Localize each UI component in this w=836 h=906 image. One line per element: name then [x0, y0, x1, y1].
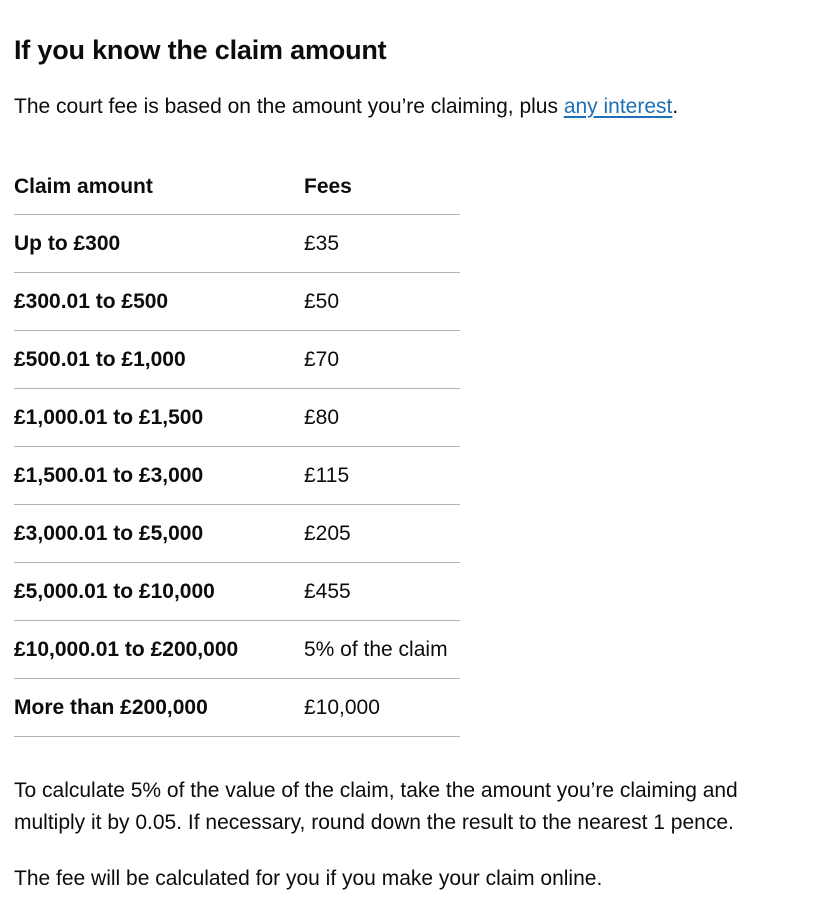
- table-row: [14, 563, 460, 621]
- claim-amount-cell: £3,000.01 to £5,000: [14, 505, 304, 563]
- table-row: [14, 331, 460, 389]
- fee-cell: £80: [304, 389, 460, 447]
- fee-cell: £455: [304, 563, 460, 621]
- column-header-claim-amount: Claim amount: [14, 159, 304, 215]
- claim-amount-cell: Up to £300: [14, 215, 304, 273]
- intro-paragraph: [14, 92, 836, 122]
- fee-cell: £205: [304, 505, 460, 563]
- claim-amount-cell: £5,000.01 to £10,000: [14, 563, 304, 621]
- fee-cell: £70: [304, 331, 460, 389]
- table-row: [14, 215, 460, 273]
- table-row: [14, 505, 460, 563]
- fee-cell: £50: [304, 273, 460, 331]
- claim-amount-cell: £1,500.01 to £3,000: [14, 447, 304, 505]
- fee-cell: 5% of the claim: [304, 621, 460, 679]
- fee-cell: £35: [304, 215, 460, 273]
- fee-cell: £10,000: [304, 679, 460, 737]
- intro-text: The court fee is based on the amount you’re claiming, plus: [14, 95, 564, 118]
- table-row: [14, 621, 460, 679]
- claim-amount-cell: £1,000.01 to £1,500: [14, 389, 304, 447]
- table-row: [14, 447, 460, 505]
- table-row: [14, 273, 460, 331]
- any-interest-link[interactable]: any interest: [563, 95, 673, 118]
- calculation-note: To calculate 5% of the value of the claim, take the amount you’re claiming and multiply it by 0.05. If necessary, round down the result to the nearest 1 pence.: [14, 779, 738, 834]
- claim-amount-cell: £500.01 to £1,000: [14, 331, 304, 389]
- claim-amount-cell: £10,000.01 to £200,000: [14, 621, 304, 679]
- fees-table: [14, 159, 460, 737]
- online-claim-note: The fee will be calculated for you if you make your claim online.: [14, 867, 603, 890]
- section-heading: If you know the claim amount: [14, 35, 387, 65]
- fee-cell: £115: [304, 447, 460, 505]
- table-row: [14, 389, 460, 447]
- claim-amount-cell: £300.01 to £500: [14, 273, 304, 331]
- claim-amount-cell: More than £200,000: [14, 679, 304, 737]
- table-row: [14, 679, 460, 737]
- column-header-fees: Fees: [304, 159, 460, 215]
- intro-end: .: [672, 95, 679, 118]
- table-header-row: [14, 159, 460, 215]
